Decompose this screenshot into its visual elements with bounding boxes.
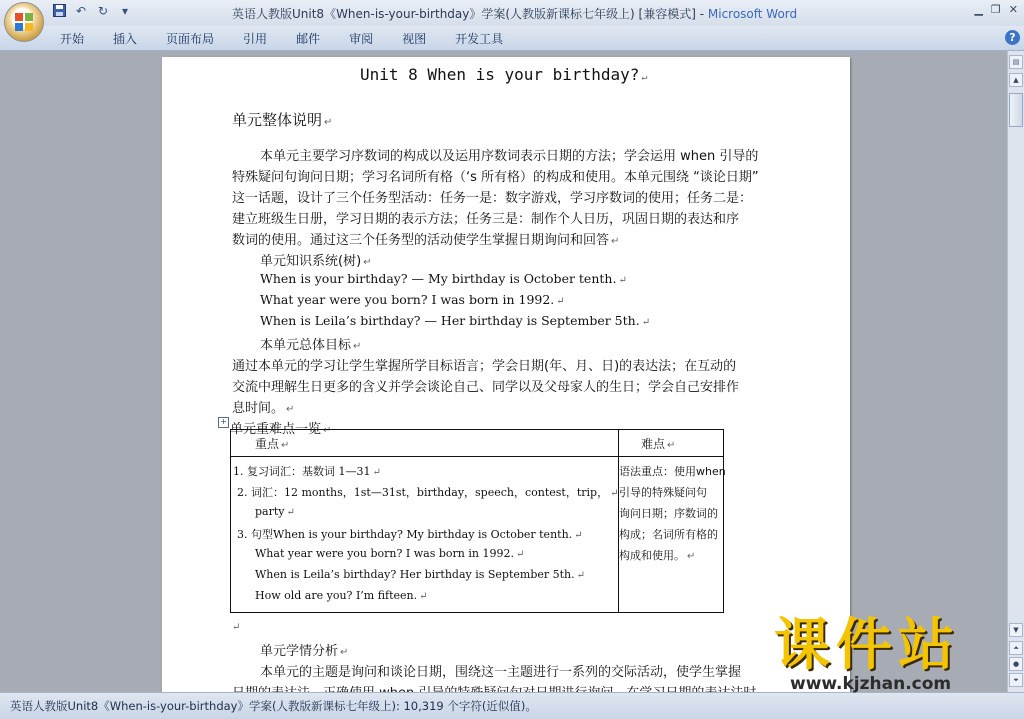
tab-home[interactable]: 开始 [60, 32, 85, 46]
goal-line: 交流中理解生日更多的含义并学会谈论自己、同学以及父母家人的生日；学会自己安排作 [232, 380, 740, 395]
watermark-logo [774, 613, 1014, 694]
intro-line: 这一话题，设计了三个任务型活动：任务一是：数字游戏，学习序数词的使用；任务二是： [232, 191, 753, 206]
intro-line: 建立班级生日册，学习日期的表示方法；任务三是：制作个人日历，巩固日期的表达和序 [232, 212, 740, 227]
scroll-thumb[interactable] [1009, 93, 1023, 127]
previous-page-icon[interactable]: ⏶ [1009, 641, 1023, 655]
scroll-down-icon[interactable]: ▼ [1009, 623, 1023, 637]
window-title [232, 5, 797, 22]
scroll-up-icon[interactable]: ▲ [1009, 73, 1023, 87]
doc-title: Unit 8 When is your birthday? ↵ [360, 65, 648, 84]
table-cell-line: 询问日期；序数词的 [619, 507, 718, 520]
table-cell-line: How old are you? I’m fifteen. ↵ [255, 589, 428, 602]
ribbon-tabs [60, 30, 532, 47]
knowledge-line: When is Leila’s birthday? — Her birthday is September 5th. ↵ [260, 313, 651, 328]
undo-icon[interactable]: ↶ [75, 4, 87, 18]
tab-developer[interactable]: 开发工具 [455, 32, 504, 46]
window-controls [974, 3, 1018, 16]
table-cell-line: 构成；名词所有格的 [619, 528, 718, 541]
vertical-scrollbar[interactable] [1007, 51, 1024, 692]
document-title-text: 英语人教版Unit8《When-is-your-birthday》学案(人教版新课标七年级上) [兼容模式] - [232, 7, 708, 21]
title-bar [0, 0, 1024, 26]
keypoints-table[interactable] [230, 429, 724, 613]
intro-line: 特殊疑问句询问日期；学习名词所有格（‘s 所有格）的构成和使用。本单元围绕 “谈论日期” [232, 170, 759, 185]
table-cell-line: What year were you born? I was born in 1992. ↵ [255, 547, 525, 560]
table-row-divider [231, 456, 723, 457]
table-move-handle-icon[interactable]: + [218, 417, 229, 428]
paragraph-mark: ↵ [232, 622, 241, 633]
tab-view[interactable]: 视图 [402, 32, 427, 46]
table-cell-line: When is Leila’s birthday? Her birthday is September 5th. ↵ [255, 568, 586, 581]
customize-qat-icon[interactable]: ▾ [121, 4, 129, 18]
analysis-line: 本单元的主题是询问和谈论日期，围绕这一主题进行一系列的交际活动，使学生掌握 [260, 665, 742, 680]
quick-access-toolbar [50, 4, 134, 20]
table-header-difficulties: 难点 ↵ [641, 437, 676, 451]
goal-heading: 本单元总体目标 ↵ [260, 338, 362, 353]
document-workspace[interactable] [0, 51, 1007, 692]
table-cell-line: 2. 词汇：12 months，1st—31st，birthday，speech，contest，trip， ↵ [237, 486, 619, 499]
knowledge-heading: 单元知识系统(树) ↵ [260, 254, 372, 269]
section-heading: 单元整体说明 ↵ [232, 111, 333, 129]
office-button[interactable] [4, 2, 44, 42]
goal-line: 息时间。 ↵ [232, 401, 295, 416]
help-icon[interactable]: ? [1005, 30, 1020, 45]
table-cell-line: 语法重点：使用when [619, 465, 726, 478]
table-header-keypoints: 重点 ↵ [255, 437, 290, 451]
tab-page-layout[interactable]: 页面布局 [166, 32, 215, 46]
restore-icon[interactable]: ❐ [990, 3, 1001, 16]
redo-icon[interactable]: ↻ [97, 4, 109, 18]
table-cell-line: 3. 句型When is your birthday? My birthday is October tenth. ↵ [237, 528, 583, 541]
office-logo-icon [14, 12, 34, 32]
table-column-divider [618, 430, 619, 612]
status-bar [0, 692, 1024, 719]
table-cell-line: party ↵ [255, 505, 295, 518]
table-cell-line: 1. 复习词汇：基数词 1—31 ↵ [233, 465, 381, 478]
ruler-toggle-icon[interactable]: ▤ [1009, 55, 1023, 69]
close-icon[interactable]: ✕ [1008, 3, 1018, 16]
document-page[interactable] [162, 57, 850, 717]
knowledge-line: When is your birthday? — My birthday is October tenth. ↵ [260, 271, 627, 286]
watermark-chinese-text: 课件站 [774, 613, 960, 678]
tab-review[interactable]: 审阅 [349, 32, 374, 46]
watermark-url: www.kjzhan.com [790, 674, 952, 694]
analysis-heading: 单元学情分析 ↵ [260, 644, 349, 659]
save-icon[interactable] [50, 4, 68, 20]
table-cell-line: 引导的特殊疑问句 [619, 486, 707, 499]
intro-line: 本单元主要学习序数词的构成以及运用序数词表示日期的方法；学会运用 when 引导的 [260, 149, 759, 164]
minimize-icon[interactable]: ▁ [974, 3, 983, 16]
select-browse-object-icon[interactable]: ● [1009, 657, 1023, 671]
keypoints-heading: 单元重难点一览 ↵ [230, 422, 332, 437]
tab-insert[interactable]: 插入 [113, 32, 138, 46]
app-name: Microsoft Word [707, 7, 798, 21]
tab-mailings[interactable]: 邮件 [296, 32, 321, 46]
table-cell-line: 构成和使用。 ↵ [619, 549, 696, 562]
goal-line: 通过本单元的学习让学生掌握所学目标语言；学会日期(年、月、日)的表达法；在互动的 [232, 359, 737, 374]
status-text: 英语人教版Unit8《When-is-your-birthday》学案(人教版新课标七年级上): 10,319 个字符(近似值)。 [10, 699, 537, 713]
ribbon-tab-bar [0, 26, 1024, 51]
knowledge-line: What year were you born? I was born in 1992. ↵ [260, 292, 565, 307]
intro-line: 数词的使用。通过这三个任务型的活动使学生掌握日期询问和回答 ↵ [232, 233, 620, 248]
tab-references[interactable]: 引用 [243, 32, 268, 46]
next-page-icon[interactable]: ⏷ [1009, 673, 1023, 687]
